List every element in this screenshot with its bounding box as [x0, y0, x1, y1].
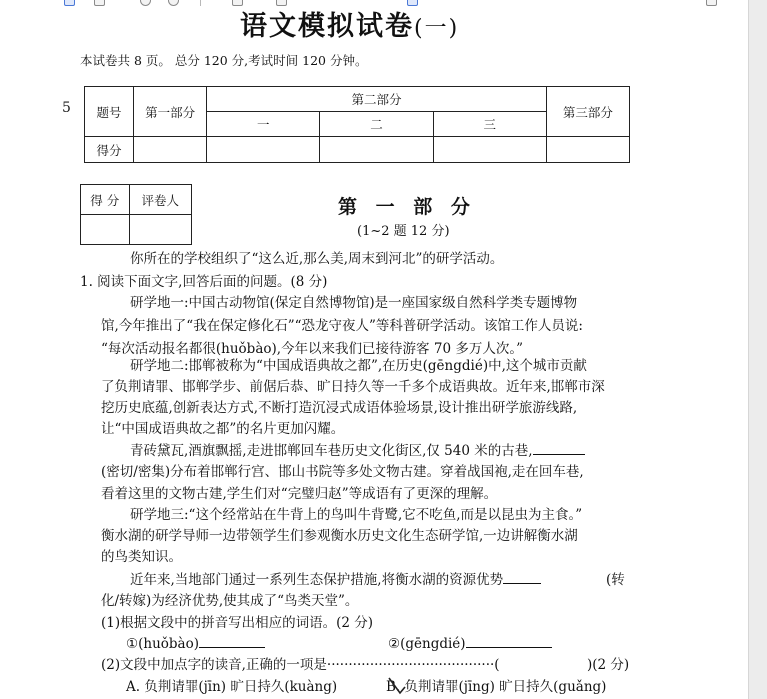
part-one-title: 第 一 部 分: [338, 196, 476, 218]
subquestion-2-end: )(2 分): [587, 657, 630, 673]
score-cell[interactable]: [546, 137, 629, 163]
part-one-subtitle: (1~2 题 12 分): [357, 224, 450, 239]
question-1-prompt: 1. 阅读下面文字,回答后面的问题。(8 分): [80, 274, 328, 290]
score-sub-3: 三: [433, 112, 546, 137]
passage-line: 看着这里的文物古建,学生们对“完璧归赵”等成语有了更深的理解。: [101, 486, 498, 502]
passage-line: 化/转嫁)为经济优势,使其成了“鸟类天堂”。: [101, 593, 359, 609]
score-row-label: 得分: [85, 137, 134, 163]
subquestion-1: (1)根据文段中的拼音写出相应的词语。(2 分): [101, 615, 374, 631]
subquestion-2: (2)文段中加点字的读音,正确的一项是·······································(: [101, 657, 500, 673]
passage-line: 馆,今年推出了“我在保定修化石”“恐龙守夜人”等科普研学活动。该馆工作人员说:: [101, 318, 583, 334]
grader-table: [80, 184, 192, 245]
ruler-icon[interactable]: [706, 0, 717, 6]
passage-line: 研学地三:“这个经常站在牛背上的鸟叫牛背鹭,它不吃鱼,而是以昆虫为主食。”: [130, 507, 583, 523]
grader-name-header: 评卷人: [129, 185, 191, 215]
binding-mark: 5: [62, 100, 71, 116]
answer-item-1: ①(huǒbào): [126, 634, 265, 654]
fill-blank-2[interactable]: [503, 570, 541, 584]
grader-score-cell[interactable]: [81, 215, 130, 245]
passage-line: 挖历史底蕴,创新表达方式,不断打造沉浸式成语体验场景,设计推出研学旅游线路,: [101, 400, 578, 416]
score-header-number: 题号: [85, 87, 134, 137]
score-sub-2: 二: [320, 112, 433, 137]
copy-icon[interactable]: [94, 0, 105, 6]
score-header-part1: 第一部分: [134, 87, 207, 137]
passage-line: 近年来,当地部门通过一系列生态保护措施,将衡水湖的资源优势: [130, 570, 541, 590]
passage-line: 研学地一:中国古动物馆(保定自然博物馆)是一座国家级自然科学类专题博物: [130, 295, 578, 311]
fill-blank-1[interactable]: [533, 441, 585, 455]
viewer-scrollbar[interactable]: [748, 0, 767, 699]
score-table: [84, 86, 630, 163]
info-icon[interactable]: [168, 0, 179, 6]
score-cell[interactable]: [134, 137, 207, 163]
passage-line: 让“中国成语典故之都”的名片更加闪耀。: [101, 421, 345, 437]
passage-line: 衡水湖的研学导师一边带领学生们参观衡水历史文化生态研学馆,一边讲解衡水湖: [101, 528, 578, 544]
passage-line: (密切/密集)分布着邯郸行宫、邯山书院等多处文物古建。穿着战国袍,走在回车巷,: [101, 464, 584, 480]
score-cell[interactable]: [207, 137, 320, 163]
grader-score-header: 得 分: [81, 185, 130, 215]
passage-line: 研学地二:邯郸被称为“中国成语典故之都”,在历史(gēngdié)中,这个城市贡献: [130, 358, 587, 374]
page-icon[interactable]: [64, 0, 75, 6]
answer-blank-1[interactable]: [199, 634, 265, 648]
activity-intro: 你所在的学校组织了“这么近,那么美,周末到河北”的研学活动。: [130, 251, 504, 267]
score-cell[interactable]: [320, 137, 433, 163]
rotate-icon[interactable]: [140, 0, 151, 6]
score-header-part3: 第三部分: [546, 87, 629, 137]
score-cell[interactable]: [433, 137, 546, 163]
pen-mark-icon: [386, 675, 408, 697]
passage-line-end: (转: [606, 572, 625, 588]
option-b: B. 负荆请罪(jīng) 旷日持久(guǎng): [386, 679, 607, 695]
passage-line: 的鸟类知识。: [101, 549, 182, 565]
passage-line: “每次活动报名都很(huǒbào),今年以来我们已接待游客 70 多万人次。”: [101, 341, 523, 357]
score-sub-1: 一: [207, 112, 320, 137]
passage-line: 了负荆请罪、邯郸学步、前倨后恭、旷日持久等一千多个成语典故。近年来,邯郸市深: [101, 379, 605, 395]
answer-blank-2[interactable]: [466, 634, 552, 648]
option-a: A. 负荆请罪(jīn) 旷日持久(kuàng): [126, 679, 338, 695]
grader-name-cell[interactable]: [129, 215, 191, 245]
toolbar-separator: [200, 0, 201, 6]
exam-intro: 本试卷共 8 页。 总分 120 分,考试时间 120 分钟。: [80, 53, 368, 68]
page-title: 语文模拟试卷(一): [240, 11, 460, 42]
score-header-part2: 第二部分: [207, 87, 547, 112]
passage-line: 青砖黛瓦,酒旗飘摇,走进邯郸回车巷历史文化街区,仅 540 米的古巷,: [130, 441, 585, 461]
answer-item-2: ②(gēngdié): [388, 634, 552, 654]
